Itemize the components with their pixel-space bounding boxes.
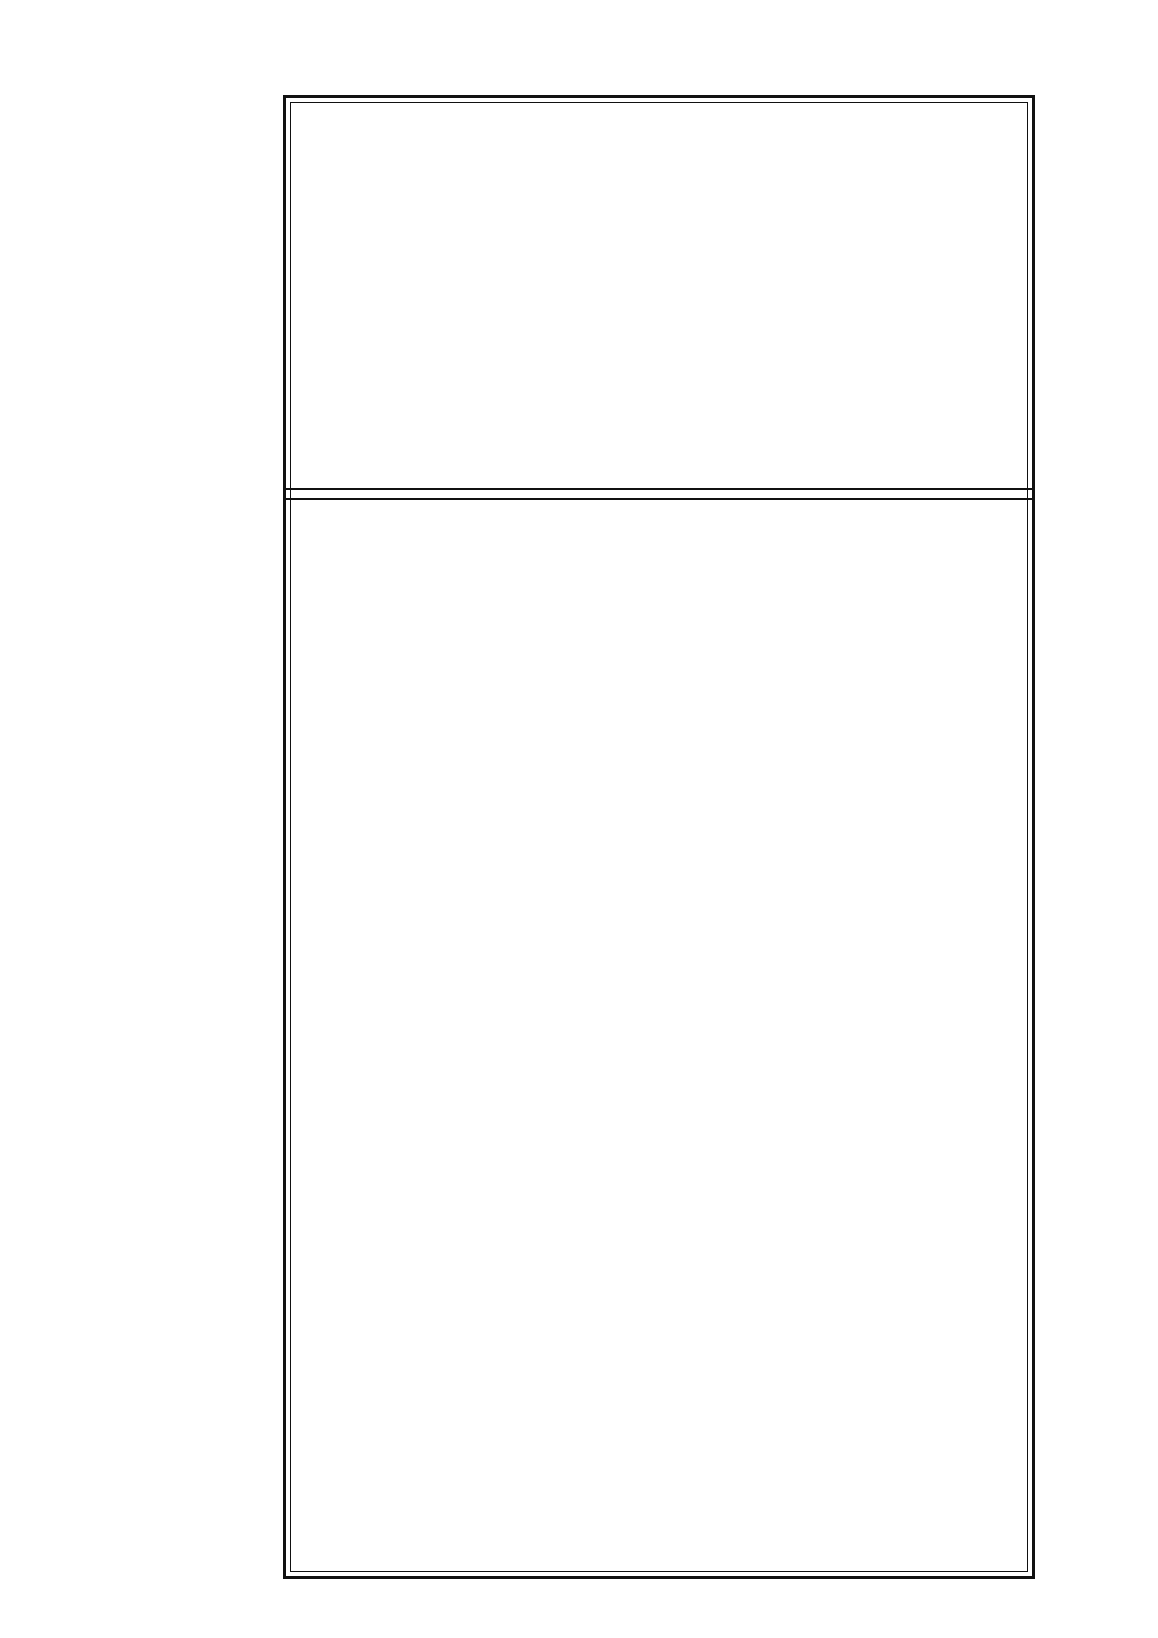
- page-frame: [283, 95, 1035, 1579]
- hadith-text-section: [296, 128, 1022, 468]
- section-separator: [286, 488, 1032, 500]
- page-header: [283, 50, 1035, 90]
- commentary-section: [296, 523, 1022, 1563]
